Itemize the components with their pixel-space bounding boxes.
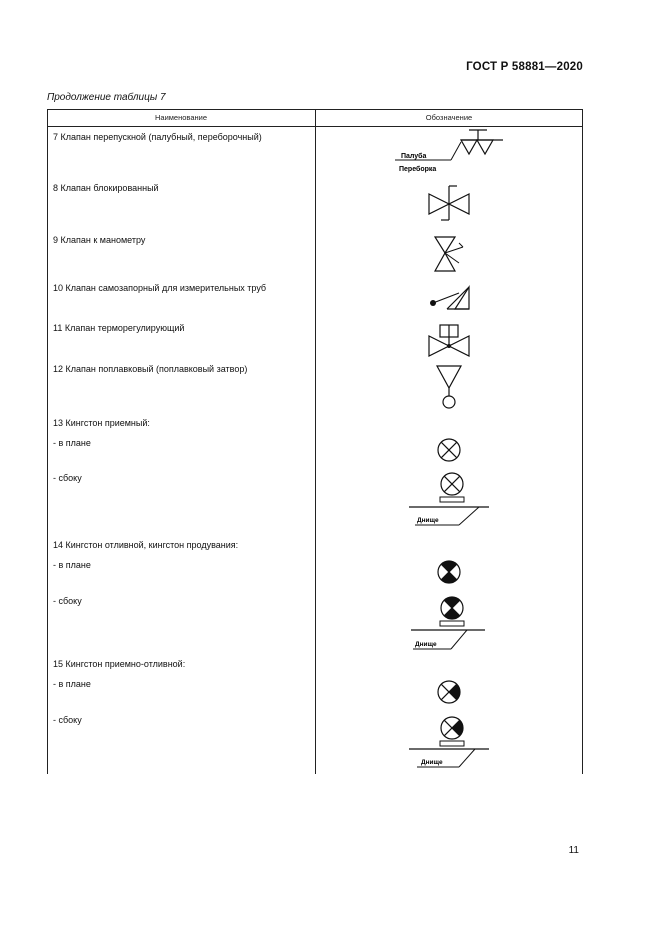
valve-self-closing-symbol xyxy=(425,279,475,313)
note-bottom: Днище xyxy=(421,759,443,766)
row-15-side-label: - сбоку xyxy=(53,715,82,725)
valve-manometer-symbol xyxy=(431,233,471,275)
symbols-table xyxy=(47,109,583,774)
kingston-receiving-side-symbol xyxy=(409,471,499,527)
note-bottom: Днище xyxy=(415,641,437,648)
row-15-plan-label: - в плане xyxy=(53,679,91,689)
valve-float-symbol xyxy=(435,364,463,410)
table-right-border xyxy=(582,109,583,774)
row-14-side-label: - сбоку xyxy=(53,596,82,606)
row-label-8: 8 Клапан блокированный xyxy=(53,183,159,193)
page-number: 11 xyxy=(568,845,579,856)
kingston-receiving-plan-symbol xyxy=(436,437,462,463)
row-label-7: 7 Клапан перепускной (палубный, переборочный) xyxy=(53,132,262,142)
row-13-plan-label: - в плане xyxy=(53,438,91,448)
row-label-15: 15 Кингстон приемно-отливной: xyxy=(53,659,186,669)
note-bottom: Днище xyxy=(417,517,439,524)
note-bulkhead: Переборка xyxy=(399,166,437,173)
row-14-plan-label: - в плане xyxy=(53,560,91,570)
column-divider xyxy=(315,109,316,774)
row-label-14: 14 Кингстон отливной, кингстон продувания: xyxy=(53,540,239,550)
row-label-9: 9 Клапан к манометру xyxy=(53,235,146,245)
note-deck: Палуба xyxy=(401,153,427,160)
kingston-discharge-plan-symbol xyxy=(436,559,462,585)
row-label-11: 11 Клапан терморегулирующий xyxy=(53,323,185,333)
kingston-receiving-discharge-side-symbol xyxy=(409,715,499,771)
valve-bypass-symbol xyxy=(391,128,511,178)
row-label-13: 13 Кингстон приемный: xyxy=(53,418,150,428)
column-header-symbol: Обозначение xyxy=(425,113,473,122)
valve-blocked-symbol xyxy=(427,184,471,224)
row-label-12: 12 Клапан поплавковый (поплавковый затвор) xyxy=(53,364,248,374)
document-code: ГОСТ Р 58881—2020 xyxy=(466,61,583,73)
row-13-side-label: - сбоку xyxy=(53,473,82,483)
kingston-discharge-side-symbol xyxy=(409,595,499,651)
row-label-10: 10 Клапан самозапорный для измерительных труб xyxy=(53,283,267,293)
valve-thermoregulating-symbol xyxy=(427,322,471,358)
column-header-name: Наименование xyxy=(155,113,207,122)
kingston-receiving-discharge-plan-symbol xyxy=(436,679,462,705)
table-caption: Продолжение таблицы 7 xyxy=(47,92,166,103)
table-left-border xyxy=(47,109,48,774)
